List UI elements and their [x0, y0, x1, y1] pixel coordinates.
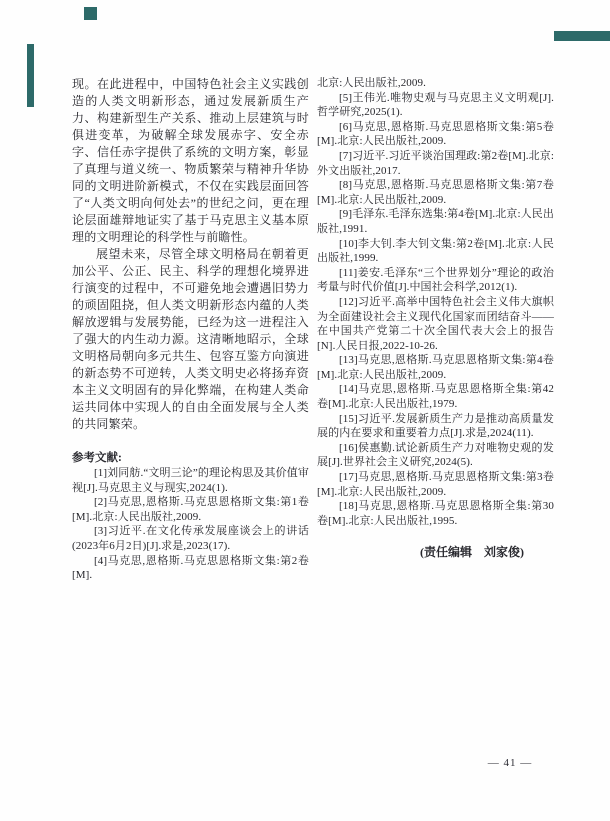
reference-item: [18]马克思,恩格斯.马克思恩格斯全集:第30卷[M].北京:人民出版社,1995.: [317, 500, 554, 527]
page-number: — 41 —: [487, 757, 533, 769]
reference-item: [12]习近平.高举中国特色社会主义伟大旗帜 为全面建设社会主义现代化国家而团结奋斗——在中国共产党第二十次全国代表大会上的报告[N].人民日报,2022-10-26.: [317, 295, 566, 352]
left-column: [72, 76, 309, 583]
reference-item: [13]马克思,恩格斯.马克思恩格斯文集:第4卷[M].北京:人民出版社,2009.: [317, 354, 554, 381]
reference-continuation: 北京:人民出版社,2009.: [317, 77, 426, 89]
references-heading: 参考文献:: [72, 452, 122, 464]
scan-artifact-left-bar: [27, 44, 34, 107]
body-paragraph-1: 现。在此进程中，中国特色社会主义实践创造的人类文明新形态，通过发展新质生产力、构建新型生产关系、推动上层建筑与时俱进变革，为破解全球发展赤字、安全赤字、信任赤字提供了系统的文明方案，彰显了真理与道义统一、物质繁荣与精神升华协同的文明进阶新模式，不仅在实践层面回答了“人类文明向何处去”的世纪之问，更在理论层面雄辩地证实了基于马克思主义基本原理的文明理论的科学性与前瞻性。: [72, 77, 309, 244]
reference-item: [17]马克思,恩格斯.马克思恩格斯文集:第3卷[M].北京:人民出版社,2009.: [317, 471, 554, 498]
reference-item: [4]马克思,恩格斯.马克思恩格斯文集:第2卷[M].: [72, 554, 309, 582]
body-paragraph-2: 展望未来，尽管全球文明格局在朝着更加公平、公正、民主、科学的理想化境界进行演变的过程中，不可避免地会遭遇旧势力的顽固阻挠，但人类文明新形态内蕴的人类解放逻辑与发展势能，已经为这一进程注入了强大的内生动力源。这清晰地昭示，全球文明格局朝向多元共生、包容互鉴方向演进的新态势不可逆转，人类文明史必将扬弃资本主义文明固有的异化弊端，在构建人类命运共同体中实现人的自由全面发展与全人类的共同繁荣。: [72, 247, 309, 431]
reference-item: [7]习近平.习近平谈治国理政:第2卷[M].北京:外文出版社,2017.: [317, 149, 554, 177]
references-list-right: [317, 91, 566, 529]
reference-item: [8]马克思,恩格斯.马克思恩格斯文集:第7卷[M].北京:人民出版社,2009.: [317, 179, 554, 206]
reference-item: [5]王伟光.唯物史观与马克思主义文明观[J].哲学研究,2025(1).: [317, 91, 554, 119]
reference-item: [14]马克思,恩格斯.马克思恩格斯全集:第42卷[M].北京:人民出版社,1979.: [317, 383, 554, 411]
reference-item: [6]马克思,恩格斯.马克思恩格斯文集:第5卷[M].北京:人民出版社,2009.: [317, 120, 554, 148]
reference-item: [16]侯惠勤.试论新质生产力对唯物史观的发展[J].世界社会主义研究,2024(5).: [317, 441, 554, 469]
reference-item: [9]毛泽东.毛泽东选集:第4卷[M].北京:人民出版社,1991.: [317, 208, 554, 235]
reference-item: [2]马克思,恩格斯.马克思恩格斯文集:第1卷[M].北京:人民出版社,2009.: [72, 496, 309, 523]
reference-item: [1]刘同舫.“文明三论”的理论构思及其价值审视[J].马克思主义与现实,2024(1).: [72, 467, 309, 494]
editor-note: (责任编辑 刘家俊): [420, 545, 524, 560]
reference-item: [10]李大钊.李大钊文集:第2卷[M].北京:人民出版社,1999.: [317, 237, 554, 265]
right-column: [317, 76, 566, 560]
scan-artifact-top-right-bar: [554, 31, 610, 41]
reference-item: [3]习近平.在文化传承发展座谈会上的讲话(2023年6月2日)[J].求是,2023(17).: [72, 525, 309, 552]
references-list-left: [72, 466, 309, 583]
reference-item: [11]姜安.毛泽东“三个世界划分”理论的政治考量与时代价值[J].中国社会科学,2012(1).: [317, 266, 554, 294]
scan-artifact-square: [84, 7, 97, 20]
reference-item: [15]习近平.发展新质生产力是推动高质量发展的内在要求和重要着力点[J].求是,2024(11).: [317, 412, 554, 440]
